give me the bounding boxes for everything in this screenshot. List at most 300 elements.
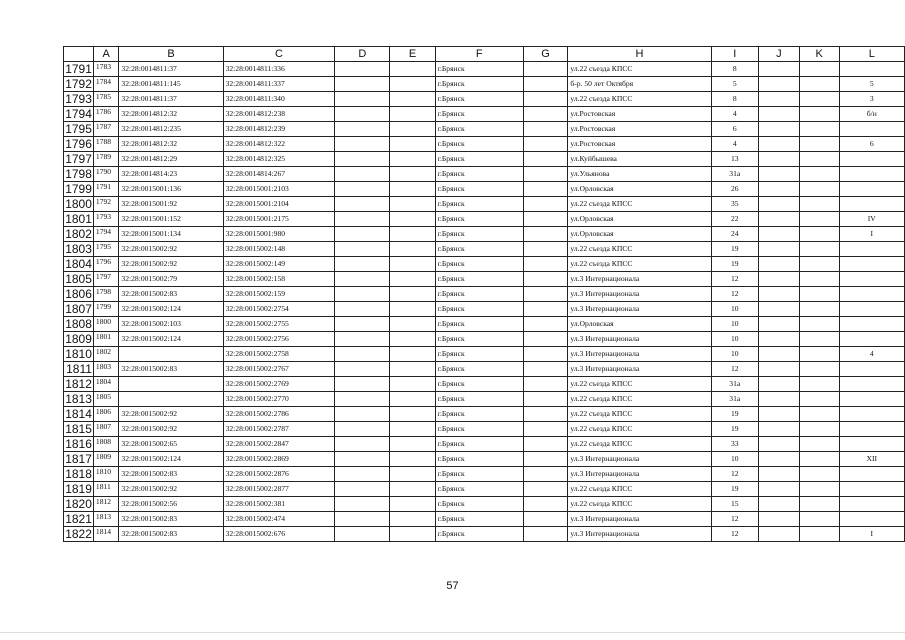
cell-col-h: ул.22 съезда КПСС [568, 407, 711, 422]
cell-col-i: 12 [711, 287, 759, 302]
table-row [64, 467, 905, 482]
cell-col-k [799, 482, 839, 497]
cell-col-f: г.Брянск [435, 332, 523, 347]
cell-col-j [759, 512, 800, 527]
cell-col-j [759, 197, 800, 212]
cell-col-l [839, 272, 904, 287]
cell-col-e [390, 332, 435, 347]
cell-col-b [119, 392, 223, 407]
cell-col-k [799, 212, 839, 227]
cell-col-l [839, 482, 904, 497]
cell-col-c: 32:28:0015002:158 [223, 272, 335, 287]
cell-col-i: 15 [711, 497, 759, 512]
cell-col-i: 12 [711, 527, 759, 542]
table-row [64, 272, 905, 287]
cell-col-b: 32:28:0015002:92 [119, 482, 223, 497]
cell-col-j [759, 377, 800, 392]
cell-col-c: 32:28:0014812:322 [223, 137, 335, 152]
row-number: 1793 [65, 92, 92, 106]
cell-col-h: ул.22 съезда КПСС [568, 482, 711, 497]
cell-col-i: 19 [711, 257, 759, 272]
cell-col-a: 1808 [93, 437, 119, 452]
cell-col-j [759, 452, 800, 467]
cell-col-c: 32:28:0014811:336 [223, 62, 335, 77]
cell-col-g [523, 392, 568, 407]
cell-col-l [839, 422, 904, 437]
cell-col-d [335, 287, 390, 302]
cell-col-h: ул.3 Интернационала [568, 467, 711, 482]
cell-col-k [799, 497, 839, 512]
cell-col-j [759, 497, 800, 512]
cell-col-c: 32:28:0015002:2756 [223, 332, 335, 347]
cell-col-i: 31а [711, 377, 759, 392]
cell-col-f: г.Брянск [435, 452, 523, 467]
column-header: L [839, 47, 904, 62]
column-header: E [390, 47, 435, 62]
cell-col-e [390, 227, 435, 242]
cell-col-a: 1795 [93, 242, 119, 257]
cell-col-k [799, 107, 839, 122]
cell-col-i: 19 [711, 482, 759, 497]
cell-col-c: 32:28:0015001:980 [223, 227, 335, 242]
cell-col-f: г.Брянск [435, 257, 523, 272]
cell-col-a: 1807 [93, 422, 119, 437]
cell-col-f: г.Брянск [435, 467, 523, 482]
cell-col-h: ул.22 съезда КПСС [568, 62, 711, 77]
cell-col-i: 33 [711, 437, 759, 452]
cell-col-k [799, 62, 839, 77]
table-row [64, 122, 905, 137]
table-row [64, 257, 905, 272]
cell-col-f: г.Брянск [435, 512, 523, 527]
row-number: 1799 [65, 182, 92, 196]
cell-col-h: ул.22 съезда КПСС [568, 437, 711, 452]
row-number: 1822 [65, 527, 92, 541]
cell-col-d [335, 107, 390, 122]
cell-col-j [759, 137, 800, 152]
cell-col-k [799, 332, 839, 347]
cell-col-g [523, 407, 568, 422]
cell-col-c: 32:28:0014814:267 [223, 167, 335, 182]
cell-col-c: 32:28:0015002:159 [223, 287, 335, 302]
row-number: 1800 [65, 197, 92, 211]
cell-col-j [759, 407, 800, 422]
cell-col-i: 10 [711, 452, 759, 467]
table-row [64, 77, 905, 92]
cell-col-l: I [839, 227, 904, 242]
cell-col-d [335, 527, 390, 542]
cell-col-e [390, 62, 435, 77]
cell-col-h: ул.Орловская [568, 227, 711, 242]
cell-col-i: 6 [711, 122, 759, 137]
row-number: 1804 [65, 257, 92, 271]
cell-col-b: 32:28:0015002:92 [119, 407, 223, 422]
cell-col-e [390, 257, 435, 272]
cell-col-b: 32:28:0014812:32 [119, 137, 223, 152]
cell-col-j [759, 317, 800, 332]
cell-col-d [335, 347, 390, 362]
cell-col-k [799, 167, 839, 182]
cell-col-a: 1785 [93, 92, 119, 107]
cell-col-h: ул.Ростовская [568, 122, 711, 137]
cell-col-c: 32:28:0015002:474 [223, 512, 335, 527]
cell-col-l [839, 62, 904, 77]
page-number: 57 [446, 580, 459, 592]
cell-col-h: ул.22 съезда КПСС [568, 392, 711, 407]
table-row [64, 227, 905, 242]
cell-col-c: 32:28:0015002:149 [223, 257, 335, 272]
cell-col-b: 32:28:0014811:37 [119, 92, 223, 107]
cell-col-i: 8 [711, 92, 759, 107]
cell-col-l [839, 497, 904, 512]
column-header: J [759, 47, 800, 62]
cell-col-g [523, 527, 568, 542]
row-number: 1806 [65, 287, 92, 301]
cell-col-b: 32:28:0015002:103 [119, 317, 223, 332]
cell-col-f: г.Брянск [435, 497, 523, 512]
cell-col-l: 4 [839, 347, 904, 362]
cell-col-h: ул.3 Интернационала [568, 287, 711, 302]
cell-col-j [759, 77, 800, 92]
cell-col-d [335, 257, 390, 272]
cell-col-f: г.Брянск [435, 227, 523, 242]
cell-col-a: 1806 [93, 407, 119, 422]
cell-col-j [759, 482, 800, 497]
cell-col-b: 32:28:0015002:92 [119, 242, 223, 257]
cell-col-l [839, 197, 904, 212]
cell-col-e [390, 287, 435, 302]
cell-col-f: г.Брянск [435, 347, 523, 362]
cell-col-e [390, 302, 435, 317]
cell-col-f: г.Брянск [435, 212, 523, 227]
cell-col-d [335, 377, 390, 392]
cell-col-a: 1796 [93, 257, 119, 272]
cell-col-d [335, 497, 390, 512]
cell-col-e [390, 482, 435, 497]
cell-col-b: 32:28:0015002:124 [119, 452, 223, 467]
cell-col-l: 6 [839, 137, 904, 152]
cell-col-b: 32:28:0015002:83 [119, 527, 223, 542]
cell-col-f: г.Брянск [435, 407, 523, 422]
row-number: 1819 [65, 482, 92, 496]
cell-col-g [523, 137, 568, 152]
cell-col-f: г.Брянск [435, 197, 523, 212]
table-row [64, 347, 905, 362]
cell-col-i: 31а [711, 392, 759, 407]
table-row [64, 377, 905, 392]
row-number: 1813 [65, 392, 92, 406]
cell-col-a: 1801 [93, 332, 119, 347]
cell-col-i: 13 [711, 152, 759, 167]
cell-col-f: г.Брянск [435, 62, 523, 77]
cell-col-i: 12 [711, 512, 759, 527]
cell-col-f: г.Брянск [435, 422, 523, 437]
cell-col-k [799, 407, 839, 422]
cell-col-e [390, 497, 435, 512]
cell-col-g [523, 287, 568, 302]
cell-col-f: г.Брянск [435, 527, 523, 542]
cell-col-d [335, 452, 390, 467]
cell-col-e [390, 362, 435, 377]
cell-col-h: ул.Ростовская [568, 137, 711, 152]
cell-col-h: ул.3 Интернационала [568, 527, 711, 542]
row-number: 1811 [64, 362, 94, 377]
cell-col-k [799, 452, 839, 467]
cell-col-c: 32:28:0015002:381 [223, 497, 335, 512]
cell-col-h: ул.22 съезда КПСС [568, 197, 711, 212]
cell-col-h: ул.3 Интернационала [568, 347, 711, 362]
cell-col-a: 1788 [93, 137, 119, 152]
cell-col-a: 1810 [93, 467, 119, 482]
cell-col-k [799, 242, 839, 257]
cell-col-h: ул.3 Интернационала [568, 332, 711, 347]
row-number: 1809 [65, 332, 92, 346]
cell-col-f: г.Брянск [435, 152, 523, 167]
cell-col-d [335, 422, 390, 437]
cell-col-k [799, 362, 839, 377]
table-row [64, 497, 905, 512]
cell-col-a: 1802 [93, 347, 119, 362]
cell-col-e [390, 137, 435, 152]
cell-col-c: 32:28:0014812:325 [223, 152, 335, 167]
cell-col-g [523, 467, 568, 482]
cell-col-d [335, 152, 390, 167]
cell-col-i: 19 [711, 407, 759, 422]
cell-col-g [523, 422, 568, 437]
cell-col-b: 32:28:0015002:83 [119, 512, 223, 527]
column-header: G [523, 47, 568, 62]
cell-col-l [839, 122, 904, 137]
cell-col-e [390, 317, 435, 332]
cell-col-d [335, 227, 390, 242]
cell-col-k [799, 227, 839, 242]
cell-col-l: I [839, 527, 904, 542]
cell-col-a: 1793 [93, 212, 119, 227]
table-row [64, 62, 905, 77]
cell-col-l [839, 332, 904, 347]
cell-col-d [335, 512, 390, 527]
cell-col-l [839, 302, 904, 317]
cell-col-e [390, 512, 435, 527]
row-number: 1812 [65, 377, 92, 391]
cell-col-b: 32:28:0015002:83 [119, 287, 223, 302]
cell-col-b: 32:28:0015002:124 [119, 332, 223, 347]
cell-col-i: 10 [711, 347, 759, 362]
cell-col-j [759, 332, 800, 347]
cell-col-j [759, 107, 800, 122]
cell-col-c: 32:28:0015002:2787 [223, 422, 335, 437]
cell-col-g [523, 317, 568, 332]
cell-col-h: ул.22 съезда КПСС [568, 92, 711, 107]
cell-col-g [523, 347, 568, 362]
cell-col-i: 10 [711, 302, 759, 317]
cell-col-j [759, 437, 800, 452]
cell-col-d [335, 122, 390, 137]
cell-col-l: 5 [839, 77, 904, 92]
row-number: 1796 [65, 137, 92, 151]
cell-col-c: 32:28:0014812:238 [223, 107, 335, 122]
row-number: 1792 [65, 77, 92, 91]
cell-col-b: 32:28:0015002:124 [119, 302, 223, 317]
cell-col-e [390, 452, 435, 467]
header-corner [64, 47, 94, 62]
cell-col-d [335, 317, 390, 332]
cell-col-a: 1813 [93, 512, 119, 527]
cell-col-l [839, 257, 904, 272]
row-number: 1794 [65, 107, 92, 121]
cell-col-i: 5 [711, 77, 759, 92]
cell-col-f: г.Брянск [435, 107, 523, 122]
cell-col-a: 1797 [93, 272, 119, 287]
cell-col-h: ул.3 Интернационала [568, 452, 711, 467]
row-number: 1798 [65, 167, 92, 181]
cell-col-j [759, 242, 800, 257]
cell-col-k [799, 257, 839, 272]
cell-col-c: 32:28:0015002:2847 [223, 437, 335, 452]
cell-col-c: 32:28:0015002:676 [223, 527, 335, 542]
row-number: 1795 [65, 122, 92, 136]
cell-col-c: 32:28:0015002:2769 [223, 377, 335, 392]
cell-col-k [799, 437, 839, 452]
cell-col-k [799, 152, 839, 167]
cell-col-g [523, 482, 568, 497]
cell-col-k [799, 377, 839, 392]
cell-col-b: 32:28:0014814:23 [119, 167, 223, 182]
cell-col-c: 32:28:0015002:2755 [223, 317, 335, 332]
row-number: 1808 [65, 317, 92, 331]
cell-col-g [523, 512, 568, 527]
cell-col-c: 32:28:0015002:2758 [223, 347, 335, 362]
cell-col-b: 32:28:0015001:134 [119, 227, 223, 242]
cell-col-l [839, 362, 904, 377]
cell-col-k [799, 272, 839, 287]
cell-col-i: 8 [711, 62, 759, 77]
table-row [64, 422, 905, 437]
cell-col-g [523, 182, 568, 197]
cell-col-a: 1814 [93, 527, 119, 542]
cell-col-e [390, 347, 435, 362]
table-row [64, 437, 905, 452]
cell-col-d [335, 242, 390, 257]
cell-col-b: 32:28:0015002:92 [119, 422, 223, 437]
cell-col-h: ул.3 Интернационала [568, 362, 711, 377]
cell-col-j [759, 62, 800, 77]
cell-col-g [523, 497, 568, 512]
row-number: 1802 [65, 227, 92, 241]
cell-col-g [523, 227, 568, 242]
cell-col-g [523, 167, 568, 182]
row-number: 1815 [65, 422, 92, 436]
cell-col-d [335, 407, 390, 422]
cell-col-i: 12 [711, 362, 759, 377]
cell-col-e [390, 152, 435, 167]
column-header: C [223, 47, 335, 62]
cell-col-f: г.Брянск [435, 377, 523, 392]
cell-col-j [759, 392, 800, 407]
cell-col-k [799, 197, 839, 212]
table-row [64, 332, 905, 347]
cell-col-l [839, 467, 904, 482]
cell-col-c: 32:28:0015002:2754 [223, 302, 335, 317]
cell-col-l: XII [839, 452, 904, 467]
cell-col-f: г.Брянск [435, 482, 523, 497]
row-number: 1791 [65, 62, 92, 76]
cell-col-j [759, 167, 800, 182]
table-row [64, 527, 905, 542]
cell-col-a: 1798 [93, 287, 119, 302]
cell-col-f: г.Брянск [435, 242, 523, 257]
cell-col-g [523, 122, 568, 137]
cell-col-d [335, 197, 390, 212]
cell-col-d [335, 302, 390, 317]
cell-col-j [759, 302, 800, 317]
cell-col-a: 1812 [93, 497, 119, 512]
cell-col-d [335, 482, 390, 497]
cell-col-e [390, 212, 435, 227]
cell-col-h: б-р. 50 лет Октября [568, 77, 711, 92]
cell-col-j [759, 152, 800, 167]
table-body [64, 62, 905, 542]
cell-col-j [759, 347, 800, 362]
cell-col-g [523, 107, 568, 122]
cell-col-g [523, 62, 568, 77]
cell-col-f: г.Брянск [435, 137, 523, 152]
cell-col-d [335, 212, 390, 227]
cell-col-b: 32:28:0015002:65 [119, 437, 223, 452]
table-row [64, 407, 905, 422]
cell-col-k [799, 92, 839, 107]
cell-col-d [335, 62, 390, 77]
table-row [64, 152, 905, 167]
cell-col-b: 32:28:0014812:29 [119, 152, 223, 167]
row-number: 1807 [65, 302, 92, 316]
cell-col-h: ул.3 Интернационала [568, 272, 711, 287]
row-number: 1797 [65, 152, 92, 166]
cell-col-e [390, 77, 435, 92]
cell-col-e [390, 527, 435, 542]
cell-col-e [390, 272, 435, 287]
cell-col-h: ул.22 съезда КПСС [568, 422, 711, 437]
cell-col-h: ул.Орловская [568, 182, 711, 197]
cell-col-g [523, 92, 568, 107]
cell-col-l [839, 182, 904, 197]
column-header-row [64, 47, 905, 62]
cell-col-a: 1794 [93, 227, 119, 242]
row-number: 1814 [65, 407, 92, 421]
cell-col-i: 10 [711, 332, 759, 347]
spreadsheet-table [63, 46, 905, 542]
cell-col-a: 1811 [93, 482, 119, 497]
cell-col-g [523, 152, 568, 167]
cell-col-g [523, 302, 568, 317]
table-row [64, 212, 905, 227]
cell-col-h: ул.3 Интернационала [568, 512, 711, 527]
table-row [64, 392, 905, 407]
cell-col-a: 1803 [93, 362, 119, 377]
table-row [64, 167, 905, 182]
column-header: A [93, 47, 119, 62]
cell-col-b: 32:28:0015001:136 [119, 182, 223, 197]
cell-col-g [523, 452, 568, 467]
cell-col-b: 32:28:0015002:56 [119, 497, 223, 512]
row-number: 1817 [65, 452, 92, 466]
cell-col-j [759, 362, 800, 377]
table-row [64, 362, 905, 377]
cell-col-c: 32:28:0014811:340 [223, 92, 335, 107]
cell-col-j [759, 92, 800, 107]
cell-col-i: 12 [711, 272, 759, 287]
cell-col-e [390, 407, 435, 422]
